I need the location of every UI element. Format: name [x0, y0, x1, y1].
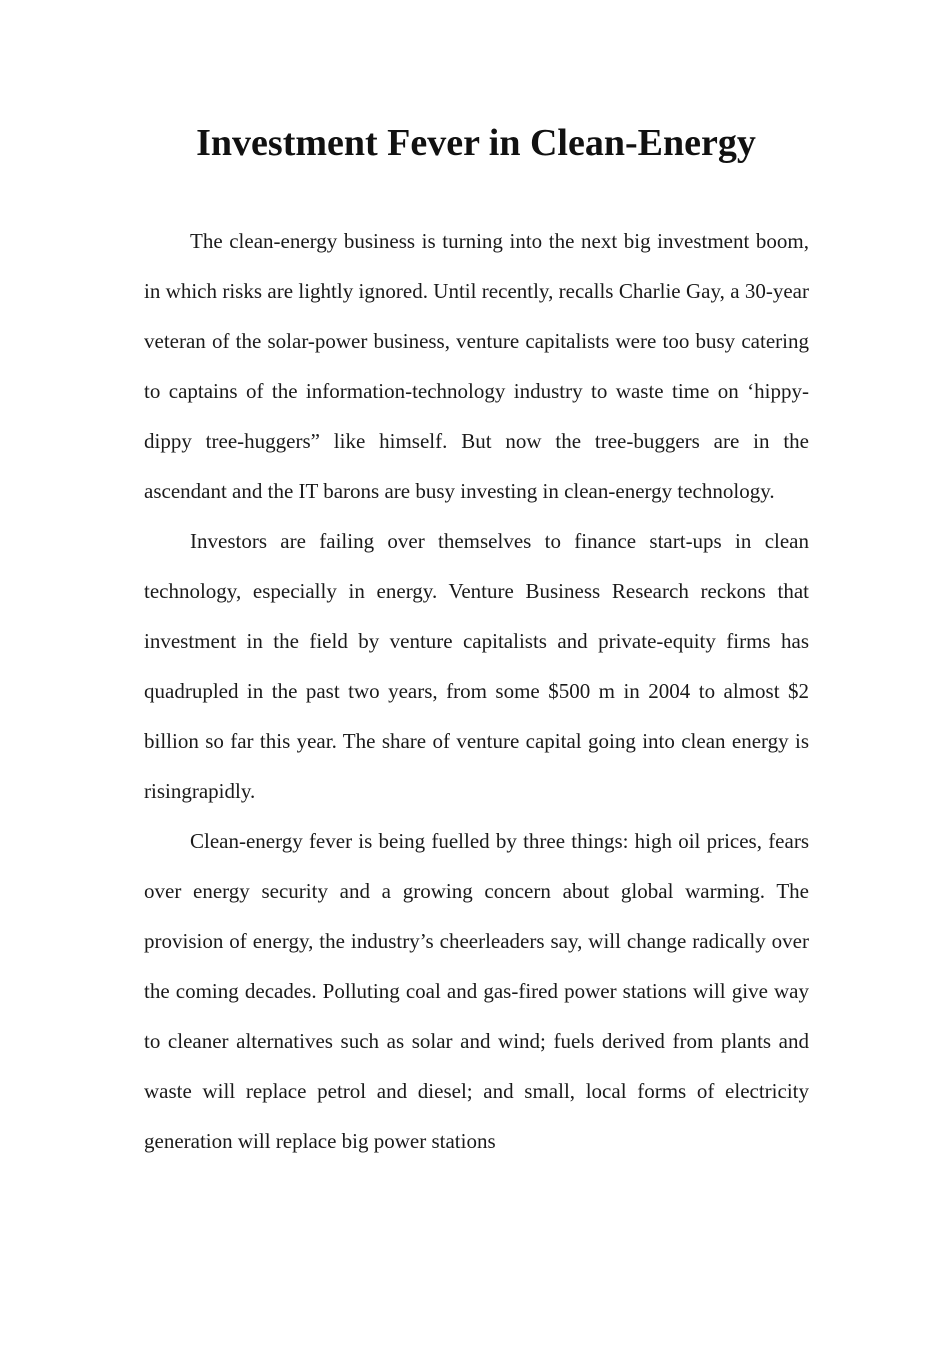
document-title: Investment Fever in Clean-Energy — [196, 122, 756, 164]
document-body — [144, 216, 809, 1166]
paragraph-1: The clean-energy business is turning into the next big investment boom, in which risks are lightly ignored. Until recently, recalls Charlie Gay, a 30-year veteran of the solar-power business, venture capitalists were too busy catering to captains of the information-technology industry to waste time on ‘hippy-dippy tree-huggers” like himself. But now the tree-buggers are in the ascendant and the IT barons are busy investing in clean-energy technology. — [144, 229, 809, 503]
paragraph-3: Clean-energy fever is being fuelled by three things: high oil prices, fears over energy security and a growing concern about global warming. The provision of energy, the industry’s cheerleaders say, will change radically over the coming decades. Polluting coal and gas-fired power stations will give way to cleaner alternatives such as solar and wind; fuels derived from plants and waste will replace petrol and diesel; and small, local forms of electricity generation will replace big power stations — [144, 829, 809, 1153]
paragraph-2: Investors are failing over themselves to finance start-ups in clean technology, especially in energy. Venture Business Research reckons that investment in the field by venture capitalists and private-equity firms has quadrupled in the past two years, from some $500 m in 2004 to almost $2 billion so far this year. The share of venture capital going into clean energy is risingrapidly. — [144, 529, 809, 803]
